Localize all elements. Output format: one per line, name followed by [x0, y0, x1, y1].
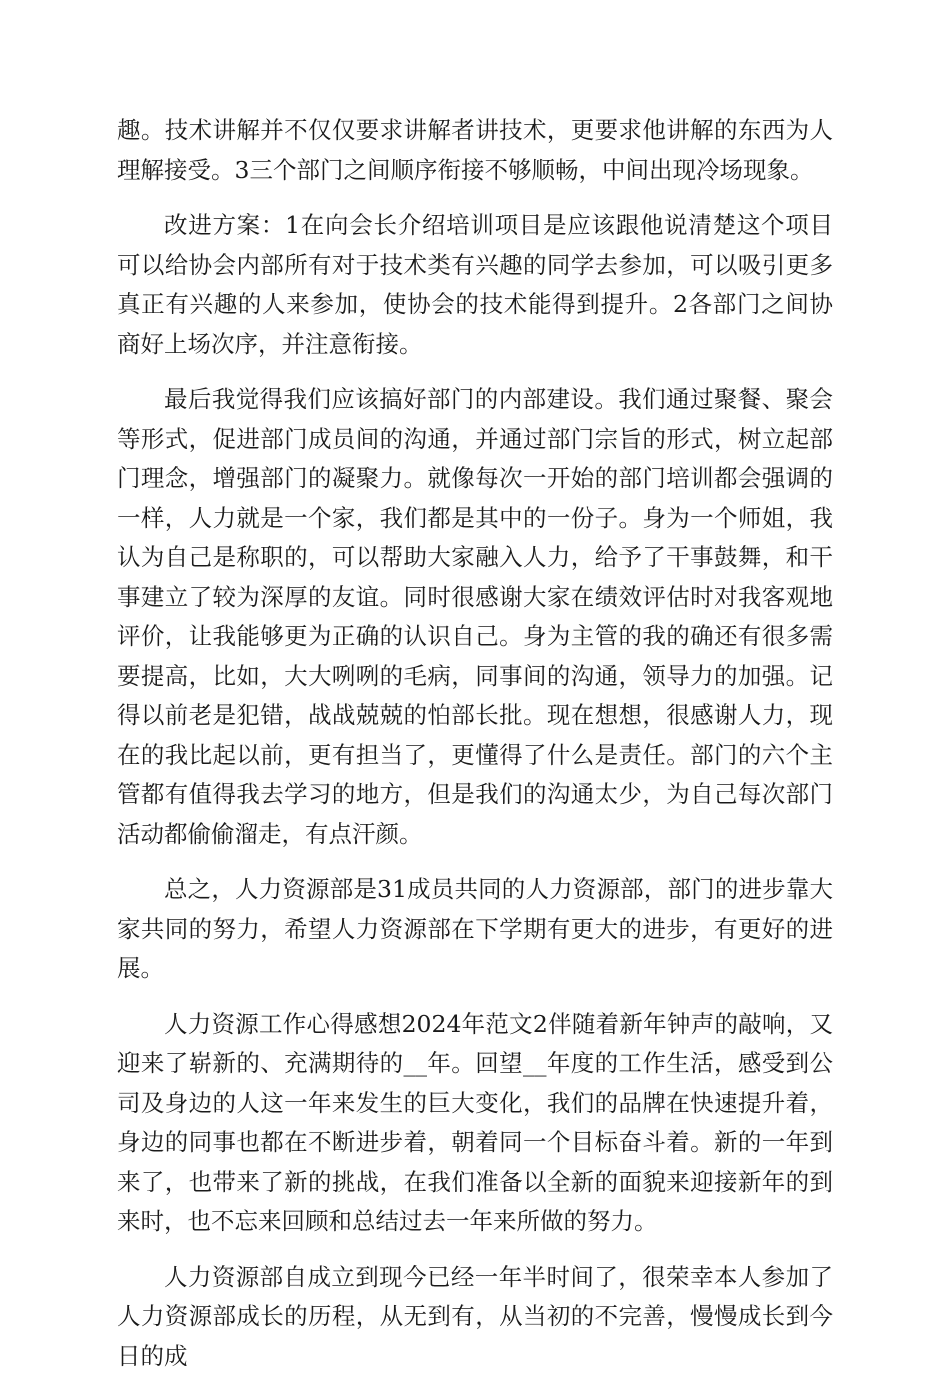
paragraph-1: 趣。技术讲解并不仅仅要求讲解者讲技术，更要求他讲解的东西为人理解接受。3三个部门之间顺序衔接不够顺畅，中间出现冷场现象。 — [117, 116, 833, 184]
paragraph-2: 改进方案：1在向会长介绍培训项目是应该跟他说清楚这个项目可以给协会内部所有对于技术类有兴趣的同学去参加，可以吸引更多真正有兴趣的人来参加，使协会的技术能得到提升。2各部门之间协商好上场次序，并注意衔接。 — [117, 211, 833, 358]
paragraph-4: 总之，人力资源部是31成员共同的人力资源部，部门的进步靠大家共同的努力，希望人力资源部在下学期有更大的进步，有更好的进展。 — [117, 875, 833, 982]
paragraph-3: 最后我觉得我们应该搞好部门的内部建设。我们通过聚餐、聚会等形式，促进部门成员间的沟通，并通过部门宗旨的形式，树立起部门理念，增强部门的凝聚力。就像每次一开始的部门培训都会强调的一样，人力就是一个家，我们都是其中的一份子。身为一个师姐，我认为自己是称职的，可以帮助大家融入人力，给予了干事鼓舞，和干事建立了较为深厚的友谊。同时很感谢大家在绩效评估时对我客观地评价，让我能够更为正确的认识自己。身为主管的我的确还有很多需要提高，比如，大大咧咧的毛病，同事间的沟通，领导力的加强。记得以前老是犯错，战战兢兢的怕部长批。现在想想，很感谢人力，现在的我比起以前，更有担当了，更懂得了什么是责任。部门的六个主管都有值得我去学习的地方，但是我们的沟通太少，为自己每次部门活动都偷偷溜走，有点汗颜。 — [117, 385, 833, 848]
body-text — [117, 111, 833, 1392]
paragraph-5: 人力资源工作心得感想2024年范文2伴随着新年钟声的敲响，又迎来了崭新的、充满期待的__年。回望__年度的工作生活，感受到公司及身边的人这一年来发生的巨大变化，我们的品牌在快速提升着，身边的同事也都在不断进步着，朝着同一个目标奋斗着。新的一年到来了，也带来了新的挑战，在我们准备以全新的面貌来迎接新年的到来时，也不忘来回顾和总结过去一年来所做的努力。 — [117, 1009, 833, 1235]
paragraph-6: 人力资源部自成立到现今已经一年半时间了，很荣幸本人参加了人力资源部成长的历程，从无到有，从当初的不完善，慢慢成长到今日的成 — [117, 1262, 833, 1370]
